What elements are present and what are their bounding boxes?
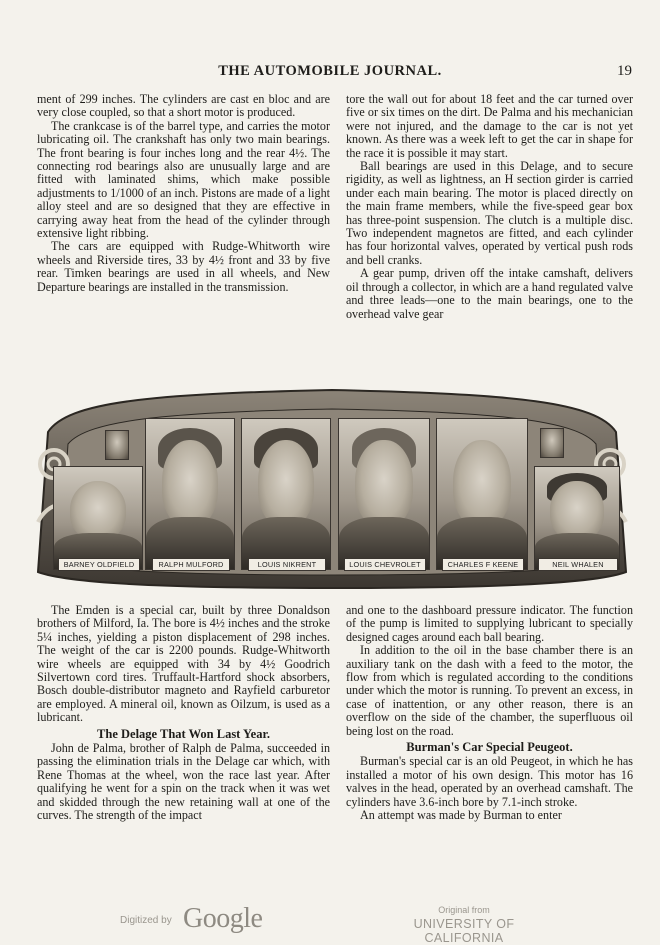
- paragraph: In addition to the oil in the base chamber there is an auxiliary tank on the dash with a feed to the motor, the flow from which is regulated according to the conditions under which the motor is running. To prevent an excess, in case of inattention, or any other reason, there is an overflow on the side of the chamber, the superfluous oil being lost on the road.: [346, 643, 633, 738]
- section-heading: The Delage That Won Last Year.: [97, 726, 270, 741]
- paragraph: The Emden is a special car, built by three Donaldson brothers of Milford, Ia. The bore is 4½ inches and the stroke 5¼ inches, yielding a piston displacement of 298 inches. The weight of the car is 2200 pounds. Rudge-Whitworth wire wheels are equipped with 34 by 4½ Goodrich Silvertown cord tires. Truffault-Hartford shock absorbers, Bosch double-distributor magneto and Rayfield carburetor are employed. A mineral oil, known as Oilzum, is used as a lubricant.: [37, 603, 330, 725]
- paragraph: Burman's special car is an old Peugeot, in which he has installed a motor of his own design. This motor has 16 valves in the head, operated by an overhead camshaft. The cylinders have 3.6-inch bore by 7.1-inch stroke.: [346, 754, 633, 809]
- portrait-photo: [241, 418, 331, 570]
- running-header: [0, 63, 660, 83]
- original-from-label: Original from: [438, 905, 490, 915]
- driver-caption: LOUIS NIKRENT: [248, 558, 326, 571]
- column-bottom-left: [37, 604, 330, 823]
- column-bottom-right: [346, 604, 633, 823]
- digitized-by-label: Digitized by: [120, 915, 172, 926]
- digitization-footer: [0, 905, 660, 945]
- institution-name: UNIVERSITY OF CALIFORNIA: [413, 917, 515, 945]
- paragraph: ment of 299 inches. The cylinders are cast en bloc and are very close coupled, so that a short motor is produced.: [37, 92, 330, 120]
- google-logo: Google: [183, 903, 263, 934]
- portrait-photo: [53, 466, 143, 570]
- driver-caption: BARNEY OLDFIELD: [58, 558, 140, 571]
- paragraph: tore the wall out for about 18 feet and the car turned over five or six times on the dirt. De Palma and his mechanician were not injured, and the damage to the car is not yet known. As there was a week left to get the car in shape for the race it is possible it may start.: [346, 92, 633, 160]
- column-top-right: [346, 93, 633, 321]
- portrait-photo: [338, 418, 430, 570]
- paragraph: An attempt was made by Burman to enter: [360, 808, 562, 823]
- driver-caption: RALPH MULFORD: [152, 558, 230, 571]
- paragraph: A gear pump, driven off the intake camshaft, delivers oil through a collector, in which are a hand regulated valve and three leads—one to the main bearings, one to the overhead valve gear: [346, 266, 633, 321]
- driver-caption: NEIL WHALEN: [538, 558, 618, 571]
- inset-portrait-photo: [105, 430, 129, 460]
- column-top-left: [37, 93, 330, 294]
- drivers-photo-banner: [28, 372, 636, 590]
- paragraph: John de Palma, brother of Ralph de Palma, succeeded in passing the elimination trials in the Delage car which, with Rene Thomas at the wheel, won the race last year. After qualifying he went for a spin on the track when it was wet and skidded through the new retaining wall at one of the curves. The strength of the impact: [37, 741, 330, 823]
- paragraph: Ball bearings are used in this Delage, and to secure rigidity, as well as lightness, an H section girder is carried under each main bearing. The motor is placed directly on the main frame members, while the five-speed gear box has three-point suspension. The clutch is a multiple disc. Two independent magnetos are fitted, and each cylinder has four horizontal valves, operated by vertical push rods and bell cranks.: [346, 159, 633, 267]
- section-heading: Burman's Car Special Peugeot.: [406, 740, 573, 755]
- portrait-photo: [436, 418, 528, 570]
- journal-title: THE AUTOMOBILE JOURNAL.: [218, 63, 442, 79]
- inset-portrait-photo: [540, 428, 564, 458]
- driver-caption: CHARLES F KEENE: [442, 558, 524, 571]
- paragraph: and one to the dashboard pressure indicator. The function of the pump is limited to supplying lubricant to specially designed cages around each ball bearing.: [346, 603, 633, 644]
- paragraph: The crankcase is of the barrel type, and carries the motor lubricating oil. The crankshaft has only two main bearings. The front bearing is four inches long and the rear 4½. The connecting rod bearings also are unusually large and are fitted with laminated shims, which make possible adjustments to 1/1000 of an inch. Pistons are made of a light alloy steel and are so designed that they are effective in carrying away heat from the head of the cylinder through extensive light ribbing.: [37, 118, 330, 241]
- portrait-photo: [145, 418, 235, 570]
- paragraph: The cars are equipped with Rudge-Whitworth wire wheels and Riverside tires, 33 by 4½ front and 33 by five rear. Timken bearings are used in all wheels, and New Departure bearings are installed in the transmission.: [37, 239, 330, 294]
- driver-caption: LOUIS CHEVROLET: [344, 558, 426, 571]
- portrait-photo: [534, 466, 620, 570]
- page-number: 19: [617, 63, 632, 79]
